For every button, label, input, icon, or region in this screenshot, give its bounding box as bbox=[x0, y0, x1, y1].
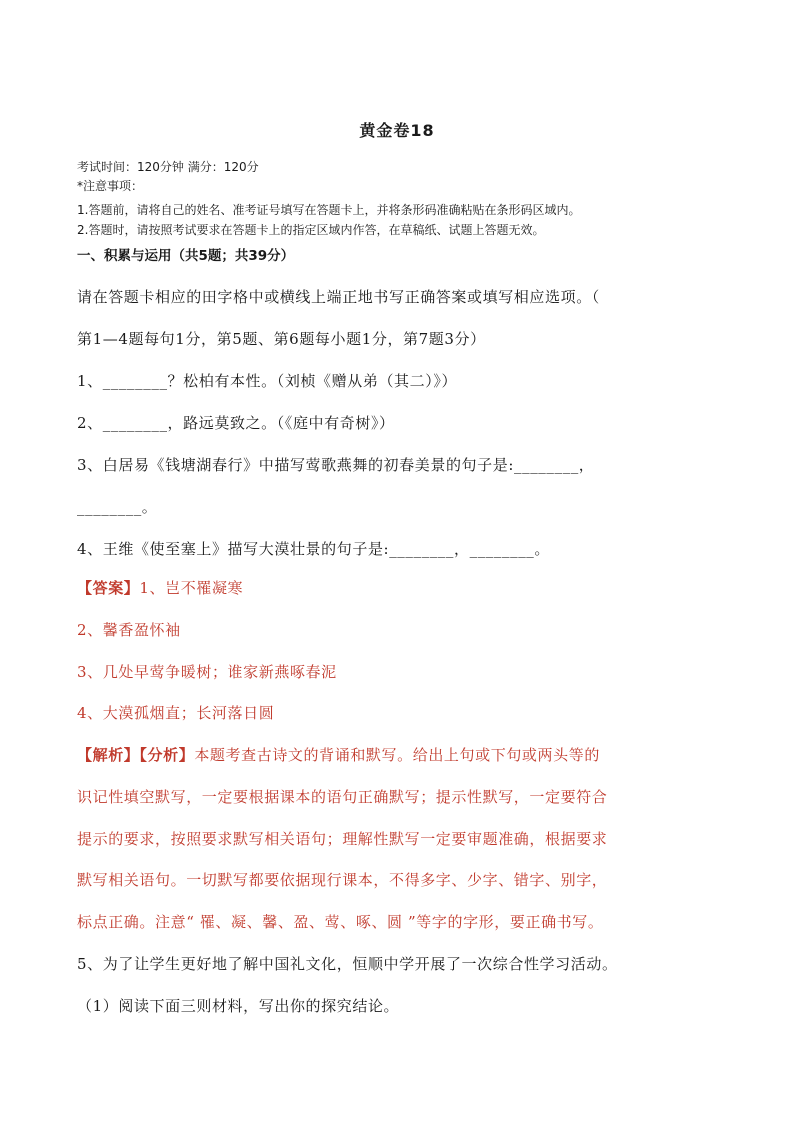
answer-1: 1、岂不罹凝寒 bbox=[139, 579, 244, 597]
question-5-stem: 5、为了让学生更好地了解中国礼文化，恒顺中学开展了一次综合性学习活动。 bbox=[77, 955, 618, 973]
notice-item-1: 1.答题前，请将自己的姓名、准考证号填写在答题卡上，并将条形码准确粘贴在条形码区域内。 bbox=[77, 203, 581, 217]
analysis-line-1 bbox=[77, 744, 600, 765]
question-3-line-1: 3、白居易《钱塘湖春行》中描写莺歌燕舞的初春美景的句子是:________， bbox=[77, 456, 595, 474]
answer-label: 【答案】 bbox=[77, 579, 140, 597]
question-4: 4、王维《使至塞上》描写大漠壮景的句子是:________，________。 bbox=[77, 540, 550, 558]
analysis-line-2: 识记性填空默写，一定要根据课本的语句正确默写；提示性默写，一定要符合 bbox=[77, 788, 608, 806]
analysis-line-3: 提示的要求，按照要求默写相关语句；理解性默写一定要审题准确，根据要求 bbox=[77, 830, 608, 848]
question-5-sub-1: （1）阅读下面三则材料，写出你的探究结论。 bbox=[77, 997, 400, 1015]
notice-heading: *注意事项： bbox=[77, 179, 144, 193]
answer-3: 3、几处早莺争暖树；谁家新燕啄春泥 bbox=[77, 663, 337, 681]
analysis-label: 【解析】【分析】 bbox=[77, 746, 195, 764]
question-3-line-2: ________。 bbox=[77, 498, 158, 516]
answer-line-1 bbox=[77, 577, 243, 598]
analysis-line-5: 标点正确。注意“ 罹、凝、馨、盈、莺、啄、圆 ”等字的字形，要正确书写。 bbox=[77, 913, 604, 931]
section-heading: 一、积累与运用（共5题；共39分） bbox=[77, 248, 295, 264]
question-1: 1、________？松柏有本性。（刘桢《赠从弟（其二）》） bbox=[77, 372, 458, 390]
question-2: 2、________，路远莫致之。（《庭中有奇树》） bbox=[77, 414, 395, 432]
answer-4: 4、大漠孤烟直；长河落日圆 bbox=[77, 704, 275, 722]
answer-2: 2、馨香盈怀袖 bbox=[77, 621, 181, 639]
notice-item-2: 2.答题时，请按照考试要求在答题卡上的指定区域内作答，在草稿纸、试题上答题无效。 bbox=[77, 223, 545, 237]
page-title: 黄金卷18 bbox=[359, 121, 435, 140]
analysis-line-4: 默写相关语句。一切默写都要依据现行课本，不得多字、少字、错字、别字， bbox=[77, 871, 608, 889]
instruction-line-1: 请在答题卡相应的田字格中或横线上端正地书写正确答案或填写相应选项。（ bbox=[77, 288, 600, 306]
analysis-text-1: 本题考查古诗文的背诵和默写。给出上句或下句或两头等的 bbox=[194, 746, 600, 764]
instruction-line-2: 第1—4题每句1分，第5题、第6题每小题1分，第7题3分） bbox=[77, 330, 486, 348]
exam-info: 考试时间：120分钟 满分：120分 bbox=[77, 160, 259, 174]
